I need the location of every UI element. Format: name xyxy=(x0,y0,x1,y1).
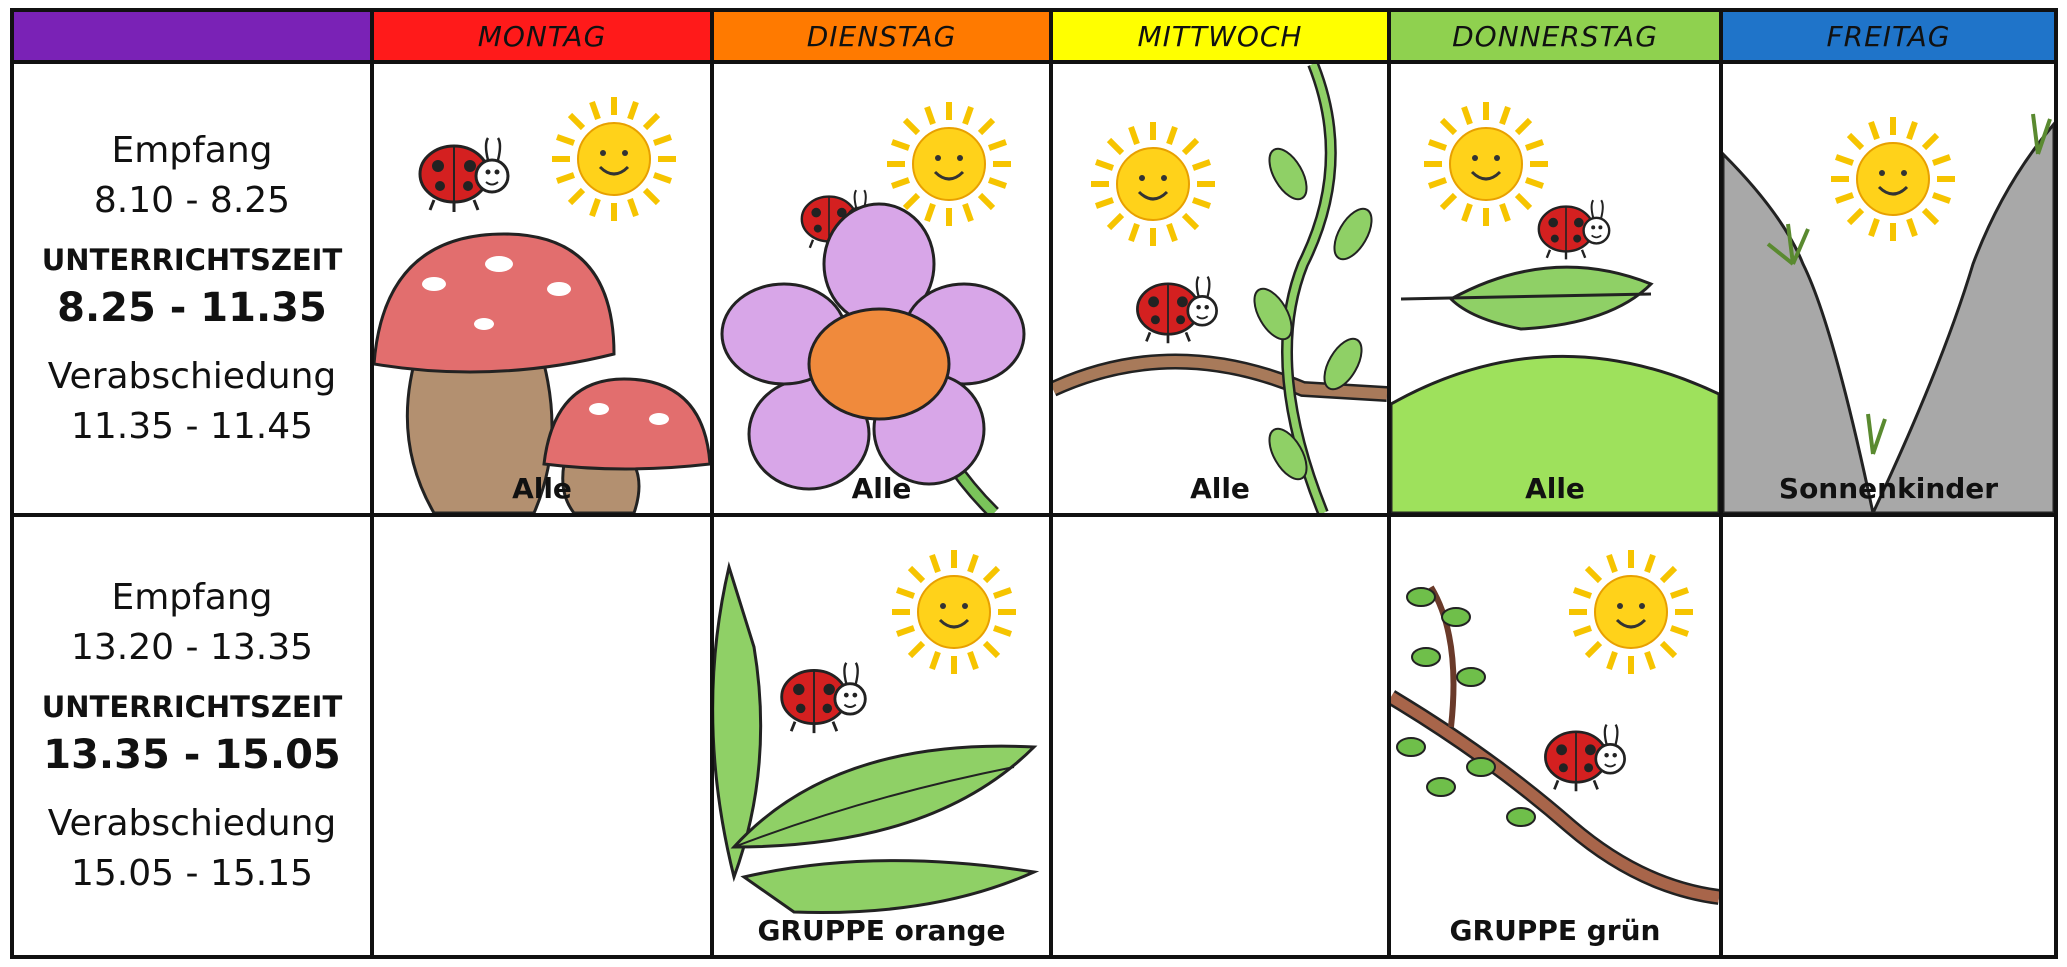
header-friday xyxy=(1719,8,2058,64)
leaf-hill-ladybug-sun-picture xyxy=(1391,64,1719,513)
morning-farewell-label: Verabschiedung xyxy=(47,355,337,397)
vine-branch-ladybug-sun-picture xyxy=(1053,64,1387,513)
afternoon-lesson-label: UNTERRICHTSZEIT xyxy=(41,690,343,724)
header-corner xyxy=(10,8,374,64)
afternoon-lesson-time: 13.35 - 15.05 xyxy=(43,732,341,778)
morning-monday-label: Alle xyxy=(512,472,572,505)
afternoon-farewell-time: 15.05 - 15.15 xyxy=(71,853,313,894)
morning-arrival-time: 8.10 - 8.25 xyxy=(93,179,291,221)
afternoon-arrival-label: Empfang xyxy=(111,577,273,618)
afternoon-wednesday-cell xyxy=(1049,513,1391,959)
header-monday xyxy=(370,8,714,64)
afternoon-times xyxy=(10,513,374,959)
afternoon-arrival-time: 13.20 - 13.35 xyxy=(71,627,313,668)
morning-tuesday-label: Alle xyxy=(851,472,912,505)
header-wednesday-label: MITTWOCH xyxy=(1137,19,1303,53)
afternoon-farewell-label: Verabschiedung xyxy=(47,803,337,844)
morning-lesson-label: UNTERRICHTSZEIT xyxy=(41,242,343,277)
header-wednesday xyxy=(1049,8,1391,64)
header-thursday xyxy=(1387,8,1723,64)
header-tuesday xyxy=(710,8,1053,64)
header-thursday-label: DONNERSTAG xyxy=(1452,19,1658,53)
afternoon-friday-cell xyxy=(1719,513,2058,959)
morning-times xyxy=(10,60,374,517)
afternoon-tuesday-cell xyxy=(710,513,1053,959)
rocks-valley-sun-picture xyxy=(1723,64,2054,513)
morning-wednesday-cell xyxy=(1049,60,1391,517)
morning-farewell-time: 11.35 - 11.45 xyxy=(71,405,313,447)
flower-ladybug-sun-picture xyxy=(714,64,1049,513)
timetable xyxy=(10,8,2058,959)
header-tuesday-label: DIENSTAG xyxy=(806,19,957,53)
afternoon-tuesday-label: GRUPPE orange xyxy=(757,914,1006,947)
morning-lesson-time: 8.25 - 11.35 xyxy=(57,284,327,331)
mushroom-ladybug-sun-picture xyxy=(374,64,710,513)
leaves-ladybug-sun-picture xyxy=(714,517,1049,955)
afternoon-thursday-label: GRUPPE grün xyxy=(1449,914,1661,947)
morning-arrival-label: Empfang xyxy=(111,129,273,171)
morning-thursday-label: Alle xyxy=(1525,472,1585,505)
morning-wednesday-label: Alle xyxy=(1190,472,1250,505)
header-friday-label: FREITAG xyxy=(1826,19,1951,53)
morning-tuesday-cell xyxy=(710,60,1053,517)
morning-friday-cell xyxy=(1719,60,2058,517)
morning-friday-label: Sonnenkinder xyxy=(1778,472,1999,505)
afternoon-monday-cell xyxy=(370,513,714,959)
morning-monday-cell xyxy=(370,60,714,517)
twig-ladybug-sun-picture xyxy=(1391,517,1719,955)
header-monday-label: MONTAG xyxy=(477,19,607,53)
morning-thursday-cell xyxy=(1387,60,1723,517)
afternoon-thursday-cell xyxy=(1387,513,1723,959)
